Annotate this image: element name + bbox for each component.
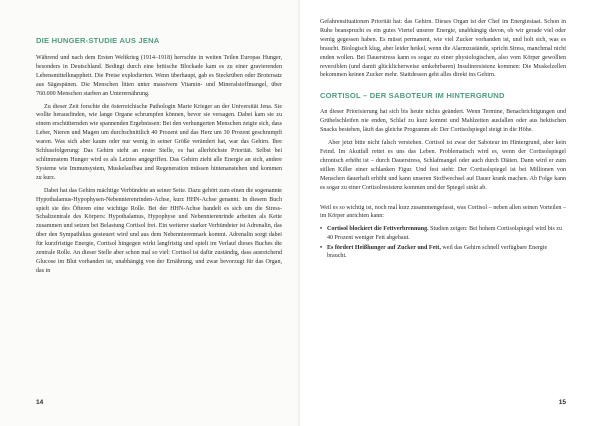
list-item [320,225,566,242]
paragraph: Zu dieser Zeit forschte die österreichische Pathologin Marie Krieger an der Universität Jena. Sie wollte herausfinden, wie lange Organe schrumpfen können, bevor sie versagen. Dabei kam sie zu einem erschütternden wie spannenden Ergebnissen: Bei den verhungerten Menschen zeigte sich, dass Leber, Nieren und Magen um durchschnittlich 40 Prozent und das Herz um 30 Prozent geschrumpft waren. Was sich aber kaum oder nur wenig in seiner Größe verändert hat, war das Gehirn. Ihre Schlussfolgerung: Das Gehirn steht an erster Stelle, es hat allerhöchste Priorität. Selbst bei schlimmstem Hunger wird es als Letztes angegriffen. Das Gehirn zieht alle Energie an sich, andere Systeme wie Immunsystem, Muskelaufbau und Regeneration müssen hintenanstehen und kommen zu kurz. [36,103,282,181]
paragraph: Dabei hat das Gehirn mächtige Verbündete an seiner Seite. Dazu gehört zum einen die sogenannte Hypothalamus-Hypophysen-Nebennierenrinden-Achse, kurz HHN-Achse genannt. In diesem Buch spielt sie des Öfteren eine wichtige Rolle. Bei der HHN-Achse handelt es sich um die Stress-Schaltzentrale des Körpers: Hypothalamus, Hypophyse und Nebennierenrinde arbeiten als Kette zusammen und setzen bei Belastung Cortisol frei. Ein weiterer starker Verbündeter ist Adrenalin, das über den Sympathikus gesteuert wird und aus dem Nebennierenmark kommt. Adrenalin sorgt dabei für kurzfristige Energie, Cortisol hingegen wirkt langfristig und spielt im Verlauf dieses Buches die zentrale Rolle. An dieser Stelle aber schon mal so viel: Cortisol ist dafür zuständig, dass ausreichend Glucose im Blut vorhanden ist, unabhängig von der Ernährung, und zwar bevorzugt für das Organ, das in [36,187,282,274]
list-item [320,244,566,261]
paragraph: Weil es so wichtig ist, noch mal kurz zusammengefasst, was Cortisol – neben allen seinen Vorteilen – im Körper anrichten kann: [320,204,566,220]
bullet-icon: • [320,226,323,233]
section-heading-hunger-study: DIE HUNGER-STUDIE AUS JENA [36,36,160,45]
bullet-bold-lead: Cortisol blockiert die Fettverbrennung. [327,226,429,233]
bullet-list [320,225,566,260]
paragraph: Gefahrensituationen Priorität hat: das Gehirn. Dieses Organ ist der Chef im Energiestaat. Schon in Ruhe beansprucht es ein gutes Viertel unserer Energie, unabhängig davon, ob wir gerade viel oder wenig gegessen haben. Es müsst permanent, wie viel Zucker vorhanden ist, und holt sich, was es braucht. Biologisch klug, aber leider heikel, wenn die Alarmzustände, spricht Stress, manchmal nicht enden wollen. Bei Dauerstress kann es sogar zu einer physiologischen, also vom Körper gewollten reversiblen (und damit glücklicherweise umkehrbaren) Insulinresistenz kommen: Die Muskelzellen bekommen keinen Zucker mehr. Stattdessen geht alles direkt ins Gehirn. [320,19,566,79]
page-number-right: 15 [558,399,566,406]
page-number-left: 14 [36,399,44,406]
paragraph: Während und nach dem Ersten Weltkrieg (1914–1918) herrschte in weiten Teilen Europas Hunger, besonders in Deutschland. Bedingt durch eine britische Blockade kam es zu einer gravierenden Lebensmittelknappheit. Die Preise explodierten. Wenn überhaupt, gab es Steckrüben oder Brotersatz aus Sägespänen. Die Menschen litten unter massivem Vitamin- und Mineralstoffmangel, über 760.000 Menschen starben an Unterernährung. [36,55,282,97]
paragraph: Aber jetzt bitte nicht falsch verstehen. Cortisol ist zwar der Saboteur im Hintergrund, aber kein Feind. Im Akutfall rettet es uns das Leben. Problematisch wird es, wenn der Cortisolspiegel chronisch erhöht ist – durch Dauerstress, Schlafmangel oder auch durch Diäten. Dann wird er zum stillen Killer einer schlanken Figur. Und fest steht: Der Cortisolspiegel ist bei Millionen von Menschen dauerhaft erhöht und kann unseren Stoffwechsel auf Dauer krank machen. Ab Folge kann es sogar zu einer Cortisolresistenz kommen und der Spiegel sinkt ab. [320,140,566,191]
bullet-text: weil das Gehirn schnell verfügbare Energie braucht. [327,244,548,260]
spacer [320,197,566,204]
paragraph: An dieser Priorisierung hat sich bis heute nichts geändert. Wenn Termine, Benachrichtigungen und Grübelschleifen nie enden, Schlaf zu kurz kommt und Mahlzeiten ausfallen oder aus hektischen Snacks bestehen, läuft das gleiche Programm ab: Der Cortisolspiegel steigt in die Höhe. [320,109,566,134]
bullet-bold-lead: Es fördert Heißhunger auf Zucker und Fett, [327,244,441,251]
bullet-icon: • [320,244,323,251]
bullet-text: Studien zeigen: Bei hohem Cortisolspiegel wird bis zu 40 Prozent weniger Fett abgebaut. [327,226,563,241]
spacer [320,84,566,91]
right-page [300,0,600,426]
section-heading-cortisol: CORTISOL – DER SABOTEUR IM HINTERGRUND [320,91,505,101]
